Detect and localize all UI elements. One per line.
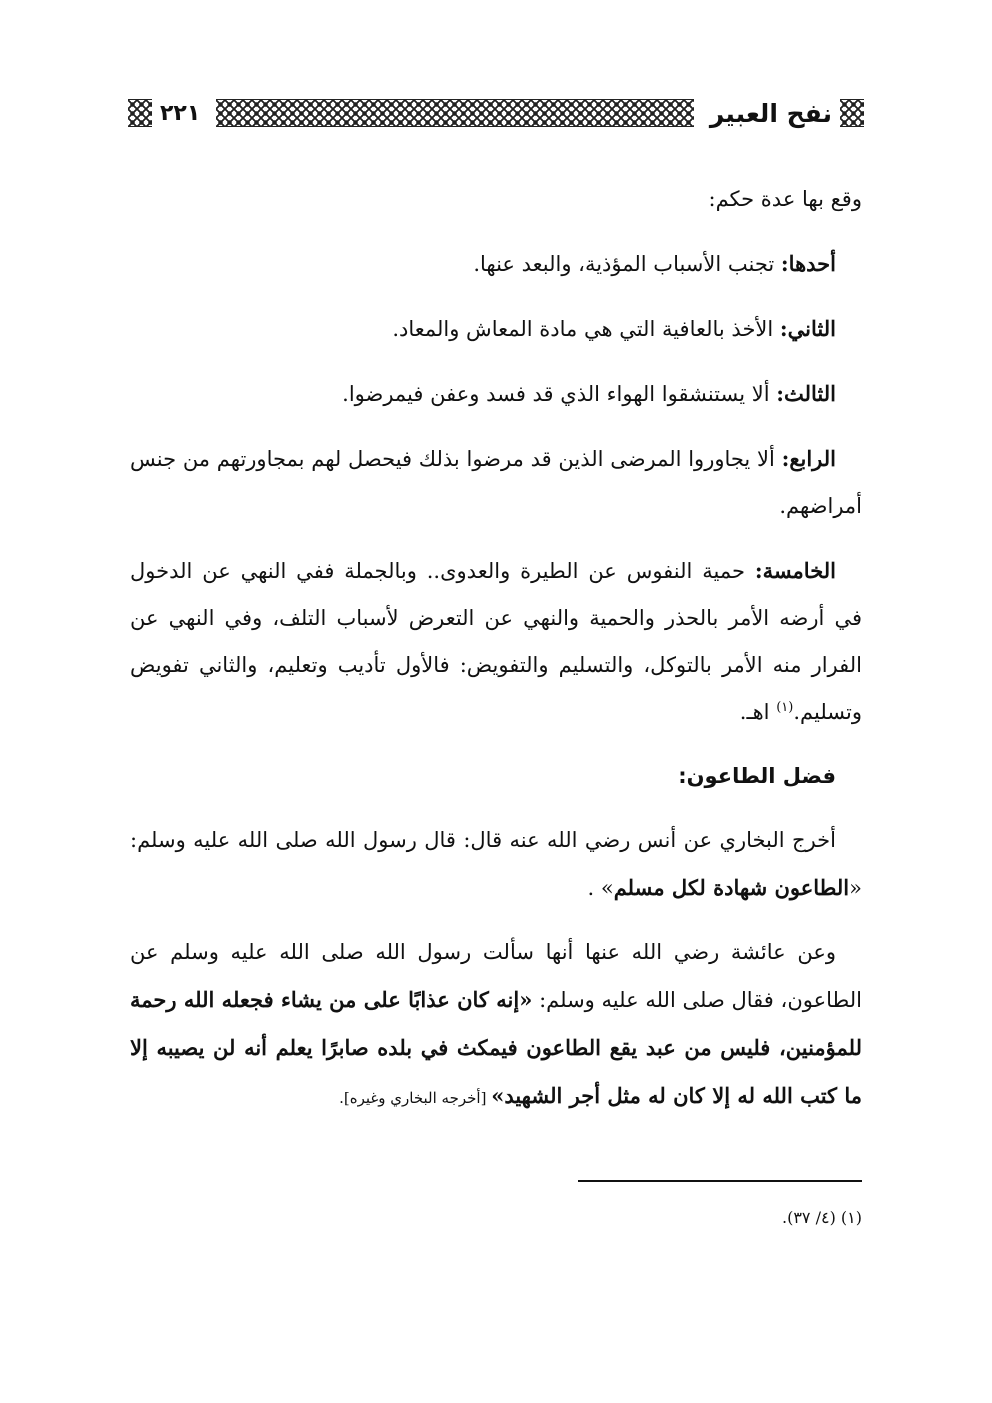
page-number: ٢٢١ — [160, 100, 201, 126]
hadith-reference: [أخرجه البخاري وغيره]. — [339, 1089, 492, 1107]
item-second — [130, 305, 862, 353]
hadith-anas — [130, 817, 862, 912]
footnote: (١) (٤/ ٣٧). — [781, 1208, 862, 1227]
ornament-icon — [840, 99, 864, 127]
hadith-text: «إنه كان عذابًا على من يشاء فجعله الله رحمة للمؤمنين، فليس من عبد يقع الطاعون فيمكث في بلده صابرًا يعلم أنه لن يصيبه إلا ما كتب الله له إلا كان له مثل أجر الشهيد» — [130, 987, 862, 1108]
ornament-icon — [128, 99, 152, 127]
footnote-divider — [578, 1180, 862, 1182]
hadith-close: » . — [587, 876, 614, 900]
main-text — [130, 176, 862, 1139]
item-fifth — [130, 547, 862, 736]
item-label: أحدها: — [780, 251, 836, 276]
item-text: حمية النفوس عن الطيرة والعدوى.. وبالجملة ففي النهي عن الدخول في أرضه الأمر بالحذر والحمية والنهي عن التعرض لأسباب التلف، وفي النهي عن الفرار منه الأمر بالتوكل، والتسليم والتفويض: فالأول تأديب وتعليم، والثاني تفويض وتسليم. — [130, 559, 862, 724]
item-label: الثاني: — [779, 316, 836, 341]
item-label: الخامسة: — [754, 558, 836, 583]
book-title: نفح العبير — [709, 98, 832, 128]
page-header — [128, 92, 864, 134]
section-heading: فضل الطاعون: — [678, 764, 836, 788]
item-label: الثالث: — [776, 381, 836, 406]
item-text: الأخذ بالعافية التي هي مادة المعاش والمعاد. — [392, 317, 780, 341]
hadith-intro: وعن عائشة رضي الله عنها أنها سألت رسول الله صلى الله عليه وسلم عن الطاعون، فقال صلى الله عليه وسلم: — [130, 940, 862, 1012]
intro-line: وقع بها عدة حكم: — [708, 187, 862, 211]
ornament-band-icon — [216, 99, 694, 127]
item-text: ألا يجاوروا المرضى الذين قد مرضوا بذلك فيحصل لهم بمجاورتهم من جنس أمراضهم. — [130, 447, 862, 518]
item-fourth — [130, 435, 862, 530]
item-text: تجنب الأسباب المؤذية، والبعد عنها. — [473, 252, 781, 276]
hadith-text: الطاعون شهادة لكل مسلم — [613, 875, 850, 900]
item-third — [130, 370, 862, 418]
footnote-marker[interactable]: (١) — [776, 700, 794, 715]
hadith-aisha — [130, 929, 862, 1122]
item-text: ألا يستنشقوا الهواء الذي قد فسد وعفن فيمرضوا. — [342, 382, 777, 406]
end-mark: اهـ. — [739, 700, 777, 724]
item-label: الرابع: — [781, 446, 836, 471]
hadith-intro: أخرج البخاري عن أنس رضي الله عنه قال: قال رسول الله صلى الله عليه وسلم: « — [130, 828, 862, 900]
item-first — [130, 240, 862, 288]
